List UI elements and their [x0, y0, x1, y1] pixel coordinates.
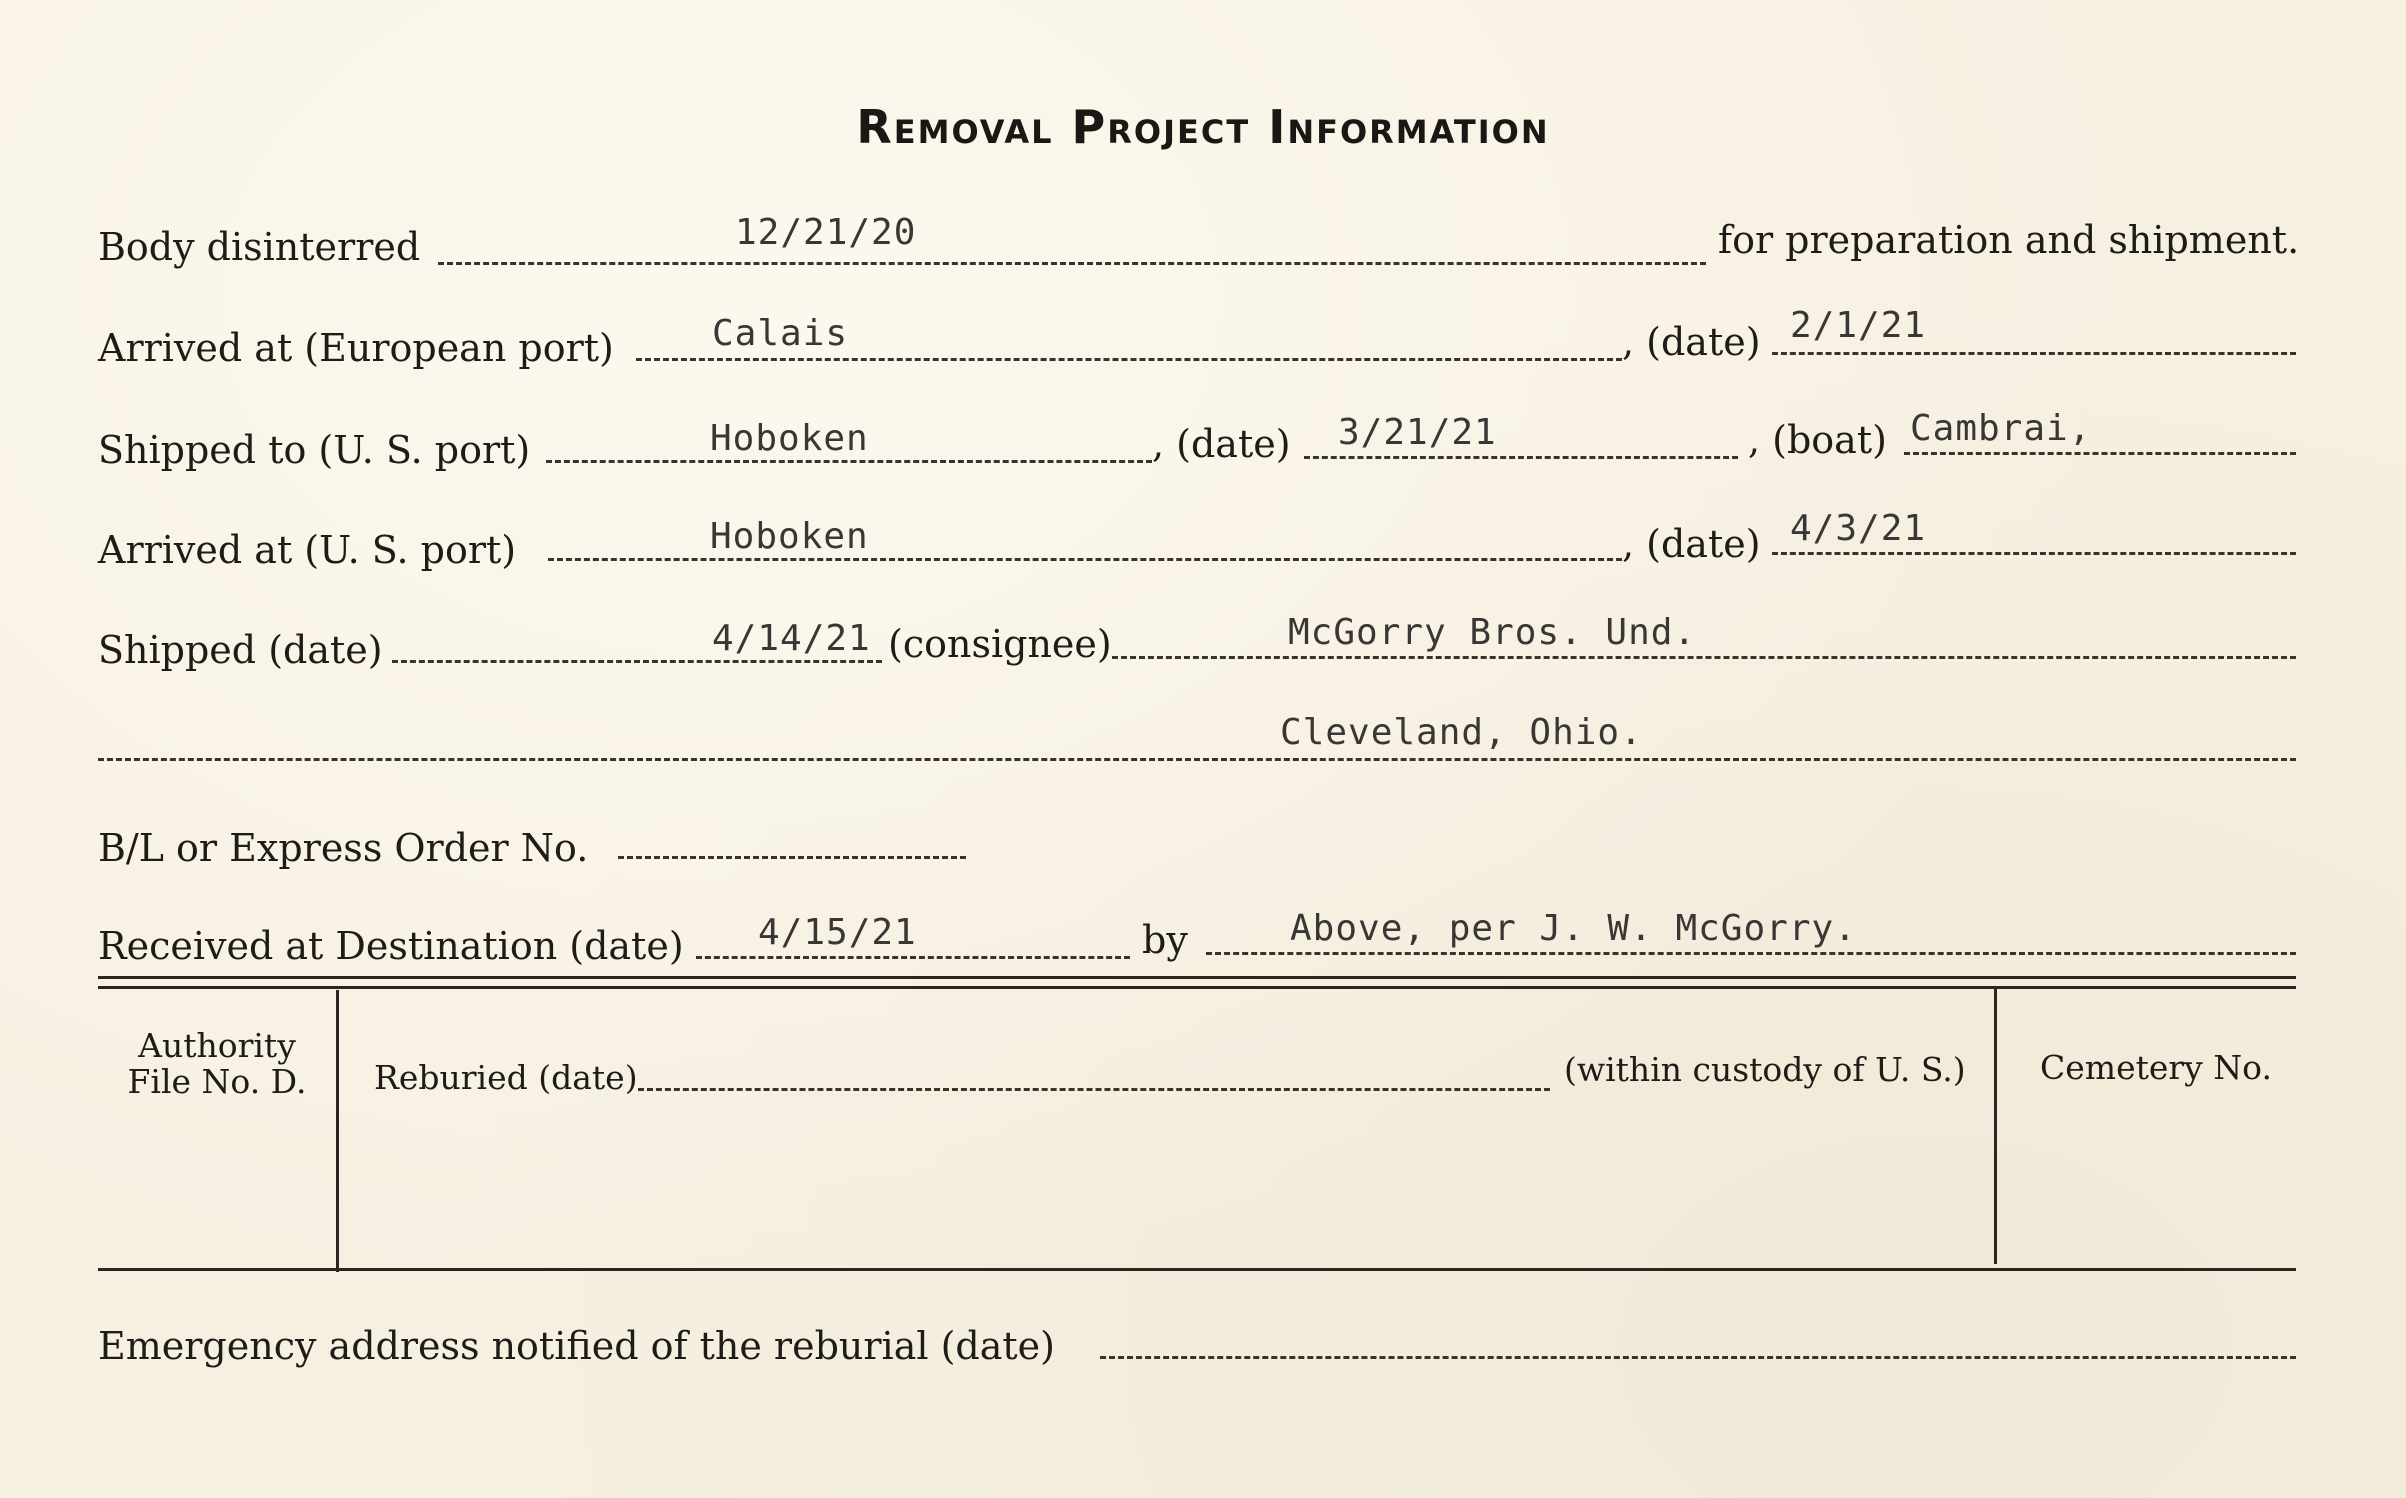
disinterred-suffix: for preparation and shipment.	[1718, 218, 2300, 262]
reburied-label: Reburied (date)	[374, 1058, 638, 1097]
bl-label: B/L or Express Order No.	[98, 826, 589, 870]
by-value: Above, per J. W. McGorry.	[1290, 908, 1857, 949]
us-port-shipped-label: Shipped to (U. S. port)	[98, 428, 531, 472]
us-shipped-date-line	[1304, 456, 1738, 459]
consignee-line-2	[98, 758, 2296, 761]
emergency-label: Emergency address notified of the reburial (date)	[98, 1324, 1055, 1368]
european-date-value: 2/1/21	[1790, 305, 1927, 346]
us-arrived-date-line	[1772, 552, 2296, 555]
us-shipped-date-value: 3/21/21	[1338, 412, 1497, 453]
shipped-date-line	[392, 660, 882, 663]
consignee-address: Cleveland, Ohio.	[1280, 712, 1643, 753]
consignee-line	[1112, 656, 2296, 659]
us-port-shipped-line	[546, 460, 1152, 463]
european-port-value: Calais	[712, 313, 849, 354]
us-arrived-date-label: , (date)	[1622, 522, 1761, 566]
shipped-date-value: 4/14/21	[712, 618, 871, 659]
received-date-line	[696, 956, 1130, 959]
box-divider-left	[336, 990, 339, 1272]
consignee-value: McGorry Bros. Und.	[1288, 612, 1697, 653]
european-date-label: , (date)	[1622, 320, 1761, 364]
us-port-arrived-line	[548, 558, 1622, 561]
received-date-value: 4/15/21	[758, 912, 917, 953]
consignee-label: (consignee)	[888, 622, 1112, 666]
card-title: Removal Project Information	[856, 100, 1550, 154]
european-date-line	[1772, 352, 2296, 355]
authority-line-1: Authority	[138, 1026, 296, 1065]
reburied-line	[638, 1088, 1550, 1091]
us-port-arrived-label: Arrived at (U. S. port)	[98, 528, 517, 572]
us-arrived-date-value: 4/3/21	[1790, 508, 1927, 549]
european-port-label: Arrived at (European port)	[98, 326, 614, 370]
disinterred-label: Body disinterred	[98, 225, 421, 269]
box-top-rule-1	[98, 976, 2296, 979]
boat-label: , (boat)	[1748, 418, 1887, 462]
custody-note: (within custody of U. S.)	[1564, 1050, 1966, 1089]
us-port-shipped-value: Hoboken	[710, 418, 869, 459]
box-top-rule-2	[98, 986, 2296, 989]
european-port-line	[636, 358, 1622, 361]
by-label: by	[1142, 918, 1188, 962]
box-divider-right	[1994, 986, 1997, 1264]
disinterred-date: 12/21/20	[735, 212, 917, 253]
authority-file-no	[98, 1028, 336, 1100]
cemetery-no-label: Cemetery No.	[2040, 1048, 2272, 1087]
disinterred-line	[438, 262, 1706, 265]
shipped-date-label: Shipped (date)	[98, 628, 383, 672]
us-port-arrived-value: Hoboken	[710, 516, 869, 557]
received-label: Received at Destination (date)	[98, 924, 684, 968]
authority-line-2: File No. D.	[127, 1062, 307, 1101]
boat-line	[1904, 452, 2296, 455]
by-line	[1206, 952, 2296, 955]
us-shipped-date-label: , (date)	[1152, 422, 1291, 466]
box-bottom-rule	[98, 1268, 2296, 1271]
bl-line	[618, 856, 966, 859]
boat-value: Cambrai,	[1910, 408, 2092, 449]
emergency-line	[1100, 1356, 2296, 1359]
